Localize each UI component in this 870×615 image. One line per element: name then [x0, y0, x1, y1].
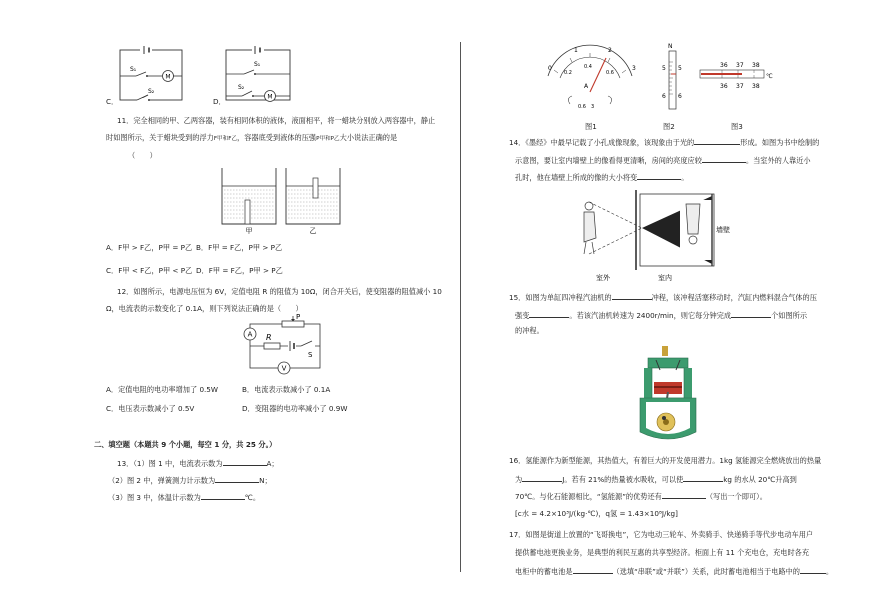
q11-option-a: A．F甲 > F乙，P甲 = P乙	[106, 243, 193, 252]
q17-line1: 17．如图是街道上放置的“飞哥换电”，它为电动三轮车、外卖骑手、快递骑手等代步电动车用户	[509, 530, 814, 539]
q14-pinhole-figure	[576, 190, 736, 284]
switch-s2-label: S₂	[148, 88, 155, 95]
q13-line3: （3）图 3 中，体温计示数为 ℃。	[108, 493, 261, 502]
q16-line1: 16．氢能源作为新型能源，其热值大，有着巨大的开发使用潜力。1kg 氢能源完全燃烧放出的热量	[509, 456, 822, 465]
svg-text:5: 5	[678, 65, 682, 72]
svg-text:2: 2	[608, 47, 612, 54]
svg-text:0.6 3: 0.6 3	[578, 104, 595, 110]
q16-constants: [c水 = 4.2×10³J/(kg·℃)，q氢 = 1.43×10⁸J/kg]	[515, 509, 678, 518]
q11-line2: 时如图所示，关于蜡块受到的浮力F甲和F乙，容器底受到液体的压强P甲和P乙大小说法正确的是	[106, 133, 398, 142]
svg-text:0.2: 0.2	[564, 70, 572, 76]
q17-line3: 电柜中的蓄电池是 （选填“串联”或“并联”）关系，此时蓄电池相当于电路中的 。	[515, 567, 834, 576]
motor-label: M	[165, 73, 171, 81]
q12-option-a: A．定值电阻的电功率增加了 0.5W	[106, 385, 218, 394]
fig3-thermometer	[698, 58, 778, 96]
q14-line3: 孔时，他在墙壁上所成的像的大小将变 。	[515, 173, 689, 182]
svg-text:36: 36	[720, 62, 728, 69]
q12-line2: Ω，电流表的示数变化了 0.1A，则下列说法正确的是（ ）	[106, 304, 303, 313]
q11-answer-paren: （ ）	[128, 151, 157, 160]
spring-unit: N	[668, 43, 673, 50]
q14-line2: 示意图，要让室内墙壁上的像看得更清晰，房间的亮度应较 。当室外的人靠近小	[515, 156, 811, 165]
q11-option-b: B．F甲 = F乙，P甲 > P乙	[196, 243, 283, 252]
column-divider	[460, 42, 461, 572]
q11-line1: 11．完全相同的甲、乙两容器，装有相同体积的液体，液面相平，将一蜡块分别放入两容器中，静止	[117, 116, 436, 125]
q17-line2: 提供蓄电池更换业务，是典型的利民互惠的共享型经济。柜面上有 11 个充电仓，充电时各充	[515, 548, 810, 557]
q16-line3: 70℃。与化石能源相比，“氢能源”的优势还有 （写出一个即可）。	[515, 492, 767, 501]
voltmeter-label: V	[281, 364, 287, 373]
fig2-caption: 图2	[663, 122, 675, 131]
q11-container-figure	[220, 166, 350, 236]
q15-line3: 的冲程。	[515, 326, 544, 335]
q10-circuit-c	[118, 44, 188, 102]
svg-text:3: 3	[632, 65, 636, 72]
svg-text:37: 37	[736, 62, 744, 69]
svg-text:38: 38	[752, 83, 760, 90]
q13-line2: （2）图 2 中，弹簧测力计示数为 N；	[108, 476, 272, 485]
q16-line2: 为 J。若有 21%的热量被水吸收，可以使 kg 的水从 20℃升高到	[515, 475, 797, 484]
resistor-label: R	[266, 333, 272, 342]
q14-line1: 14．《墨经》中最早记载了小孔成像现象，该现象由于光的 形成。如图为书中绘制的	[509, 138, 820, 147]
svg-text:1: 1	[574, 47, 578, 54]
fig2-spring-scale	[662, 40, 688, 116]
q10-option-c: C．	[106, 97, 119, 106]
section-2-heading: 二、填空题（本题共 9 个小题，每空 1 分，共 25 分。）	[94, 440, 277, 449]
svg-text:36: 36	[720, 83, 728, 90]
q15-engine-figure	[634, 346, 704, 446]
svg-text:0: 0	[548, 65, 552, 72]
ammeter-letter: A	[584, 83, 589, 90]
q11-option-c: C．F甲 < F乙，P甲 < P乙	[106, 266, 193, 275]
fig1-ammeter	[540, 46, 640, 114]
q12-line1: 12．如图所示，电源电压恒为 6V，定值电阻 R 的阻值为 10Ω，闭合开关后，使变阻器的阻值减小 10	[117, 287, 442, 296]
indoor-label: 室内	[658, 274, 672, 282]
svg-text:5: 5	[662, 65, 666, 72]
motor-label: M	[267, 93, 273, 101]
fig-label-jia: 甲	[245, 227, 253, 235]
ammeter-needle	[590, 58, 606, 92]
svg-text:0.4: 0.4	[584, 64, 592, 70]
q12-circuit	[244, 313, 334, 378]
q12-option-c: C．电压表示数减小了 0.5V	[106, 404, 195, 413]
switch-s1-label: S₁	[130, 66, 137, 73]
q15-line1: 15．如图为单缸四冲程汽油机的 冲程，该冲程活塞移动时，汽缸内燃料混合气体的压	[509, 293, 817, 302]
q11-option-d: D．F甲 = F乙，P甲 > P乙	[196, 266, 283, 275]
fig-label-yi: 乙	[309, 227, 317, 235]
svg-text:6: 6	[678, 93, 682, 100]
q15-line2: 强变 。若该汽油机转速为 2400r/min，则它每分钟完成 个如图所示	[515, 311, 808, 320]
switch-s1-label: S₁	[254, 61, 261, 68]
ammeter-label: A	[247, 330, 253, 339]
switch-s2-label: S₂	[238, 84, 245, 91]
fig1-caption: 图1	[585, 122, 597, 131]
svg-text:6: 6	[662, 93, 666, 100]
thermo-unit: ℃	[766, 73, 773, 80]
fig3-caption: 图3	[731, 122, 743, 131]
wall-label: 墙壁	[716, 226, 730, 234]
q10-option-d: D．	[213, 97, 226, 106]
q10-circuit-d	[224, 44, 296, 102]
svg-text:0.6: 0.6	[606, 70, 614, 76]
outdoor-label: 室外	[596, 274, 610, 282]
slider-label: P	[296, 313, 301, 321]
svg-text:38: 38	[752, 62, 760, 69]
q12-option-b: B．电流表示数减小了 0.1A	[242, 385, 331, 394]
svg-text:37: 37	[736, 83, 744, 90]
right-column	[462, 0, 870, 615]
switch-label: S	[308, 351, 313, 359]
q12-option-d: D．变阻器的电功率减小了 0.9W	[242, 404, 348, 413]
q13-line1: 13．（1）图 1 中，电流表示数为 A；	[117, 459, 279, 468]
